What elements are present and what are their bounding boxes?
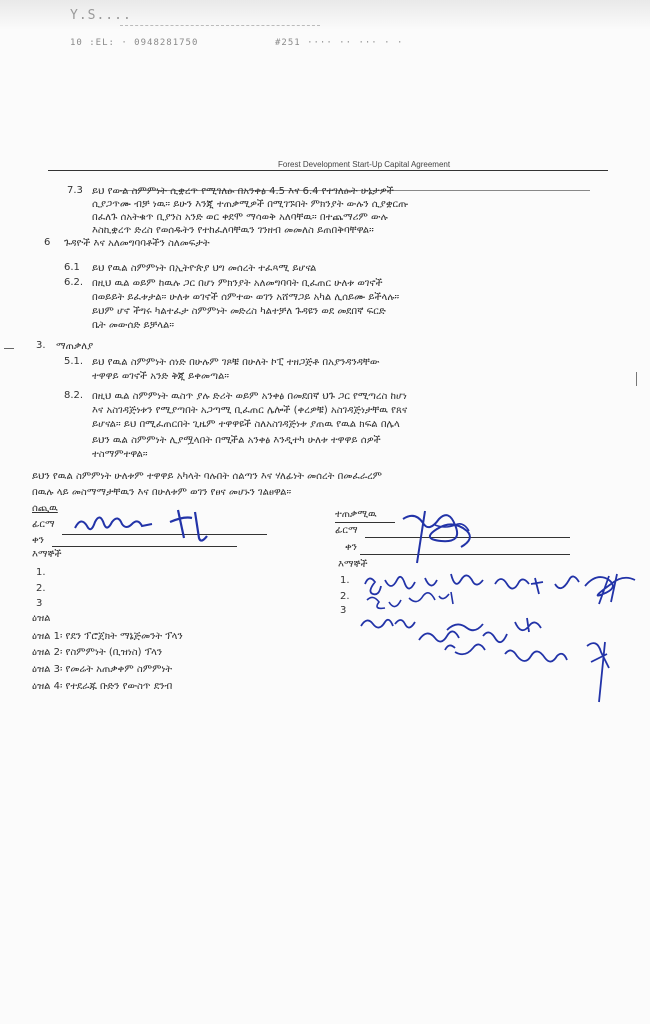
clause-number: 6.1 bbox=[64, 262, 80, 273]
clause-text: ይህን ዉል ስምምነት ሊያሟላበት በሚችል አንቀፅ እንዲተካ ሁለቱ ተዋዋይ ሰዎች bbox=[92, 435, 381, 446]
clause-text: ይህ የውል ስምምነት ሲቋረጥ የሚገለፁ በአንቀፅ 4.5 እና 6.4 የተገለፁት ሁኔታዎች bbox=[92, 186, 394, 197]
right-sign-label: ፊርማ bbox=[335, 525, 358, 536]
fax-header-mark: Y.S.... bbox=[70, 8, 132, 23]
right-witness-signatures bbox=[355, 570, 650, 705]
right-witness-2: 2. bbox=[340, 591, 350, 602]
right-witness-3: 3 bbox=[340, 605, 347, 616]
left-signature bbox=[70, 500, 220, 550]
clause-number: 6.2. bbox=[64, 277, 84, 288]
left-witness-2: 2. bbox=[36, 583, 46, 594]
clause-text: በፈለጉ ሰአትቁጥ ቢያንስ አንድ ወር ቀደሞ ማሳወቅ አለባቸዉ። በተጨማሪም ውሉ bbox=[92, 212, 388, 223]
right-date-label: ቀን bbox=[345, 542, 357, 553]
annex-title: ዕዝል bbox=[32, 613, 51, 624]
annex-item-1: ዕዝል 1፡ የደን ፕሮጀክት ማኔጅመንት ፕላን bbox=[32, 631, 183, 642]
closing-line-1: ይህን የዉል ስምምነት ሁለቱም ተዋዋይ አካላት ባሉበት ሰልጣን እና ሃለፊነት መሰረት በመፈራረም bbox=[32, 471, 383, 482]
right-witness-1: 1. bbox=[340, 575, 350, 586]
clause-number: 5.1. bbox=[64, 356, 84, 367]
annex-item-3: ዕዝል 3፡ የመሬት አጠቃቀም ስምምነት bbox=[32, 664, 173, 675]
clause-text: በዚህ ዉል ወይም ከዉሉ ጋር በሆነ ምክንያት አለመግባባት ቢፈጠር ሁለቱ ወገኖች bbox=[92, 278, 383, 289]
clause-number: 7.3 bbox=[67, 185, 83, 196]
clause-text: ቤት መውሰድ ይቻላል። bbox=[92, 320, 175, 331]
clause-text: ይህ የዉል ስምምነት ሰነድ በሁሉም ገጾቹ በሁለት ኮፒ ተዘጋጅቶ በአያንዳንዳቸው bbox=[92, 357, 380, 368]
clause-number: 6 bbox=[44, 237, 51, 248]
margin-mark-right bbox=[636, 372, 637, 386]
clause-text: ማጠቃለያ bbox=[56, 341, 94, 352]
right-party-role: ተጠቃሚዉ bbox=[335, 509, 377, 520]
clause-text: ሲያጋጥሙ ብቻ ነዉ። ይሁን እንጂ ተጠቃሚዎች በሚገኙበት ምክንያት ውሉን ሲያቋርጡ bbox=[92, 199, 409, 210]
right-witness-label: እማኞች bbox=[338, 559, 368, 570]
closing-line-2: በዉሉ ላይ መስማማታቸዉን እና በሁለቱም ወገን የፀና መሆኑን ገልፀዋል። bbox=[32, 487, 292, 498]
clause-number: 8.2. bbox=[64, 390, 84, 401]
clause-text: ይሆናል። ይህ በሚፈጠርበት ጊዜም ተዋዋዩች ስለአስገዳጅነቱ ያጠዉ የዉል ክፍል በሌላ bbox=[92, 419, 400, 430]
left-date-label: ቀን bbox=[32, 535, 44, 546]
left-witness-label: እማኞች bbox=[32, 549, 62, 560]
left-witness-3: 3 bbox=[36, 598, 43, 609]
clause-number: 3. bbox=[36, 340, 46, 351]
clause-text: ተስማምተዋል። bbox=[92, 449, 148, 460]
annex-item-4: ዕዝል 4፡ የተደራጁ ቡድን የውስጥ ደንብ bbox=[32, 681, 173, 692]
clause-text: በወይይት ይፈቱታል። ሁለቱ ወገኖች ሰምተው ወገን አሸማጋይ አካል ሊሰይሙ ይችላሉ። bbox=[92, 292, 400, 303]
right-role-underline bbox=[335, 522, 395, 523]
left-witness-1: 1. bbox=[36, 567, 46, 578]
clause-text: ይህ የዉል ስምምነት በኢትዮጵያ ህግ መሰረት ተፈጻሚ ይሆናል bbox=[92, 263, 317, 274]
clause-text: እስኪቋረጥ ድረስ የወሰዱትን የተከፈለባቸዉን ገንዘብ መመለስ ይጠበቅባቸዋል። bbox=[92, 225, 374, 236]
running-header: Forest Development Start-Up Capital Agreement bbox=[278, 160, 451, 169]
margin-mark bbox=[4, 348, 14, 349]
clause-text: ይህም ሆኖ ችግሩ ካልተፈታ ስምምነት መድረስ ካልተቻለ ጉዳዩን ወደ መደበኛ ፍርድ bbox=[92, 306, 386, 317]
clause-text: እና አስገዳጅነቱን የሚያጣበት አጋጣሚ ቢፈጠር ሌሎች (ቀረዎቹ) አስገዳጅነታቸዉ የጸና bbox=[92, 405, 408, 416]
right-signature bbox=[395, 505, 485, 565]
clause-text: ተዋዋይ ወገኖች አንድ ቅጂ ይቀመጣል። bbox=[92, 371, 229, 382]
header-rule bbox=[48, 170, 608, 171]
fax-divider bbox=[120, 25, 320, 26]
clause-text: በዚህ ዉል ስምምነት ዉስጥ ያሉ ድሪት ወይም አንቀፅ በመደበኛ ህጉ ጋር የሚጣረስ ከሆነ bbox=[92, 391, 407, 402]
annex-item-2: ዕዝል 2፡ የስምምነት (ቢዝነስ) ፕላን bbox=[32, 647, 163, 658]
left-sign-label: ፊርማ bbox=[32, 519, 55, 530]
left-party-role: ሰጪዉ bbox=[32, 503, 58, 514]
fax-header-page: #251 ···· ·· ··· · · bbox=[275, 38, 404, 48]
fax-header-phone: 10 :EL: · 0948281750 bbox=[70, 38, 199, 48]
clause-text: ጉዳዮች እና አለመግባባቶችን ስለመፍታት bbox=[64, 238, 210, 249]
